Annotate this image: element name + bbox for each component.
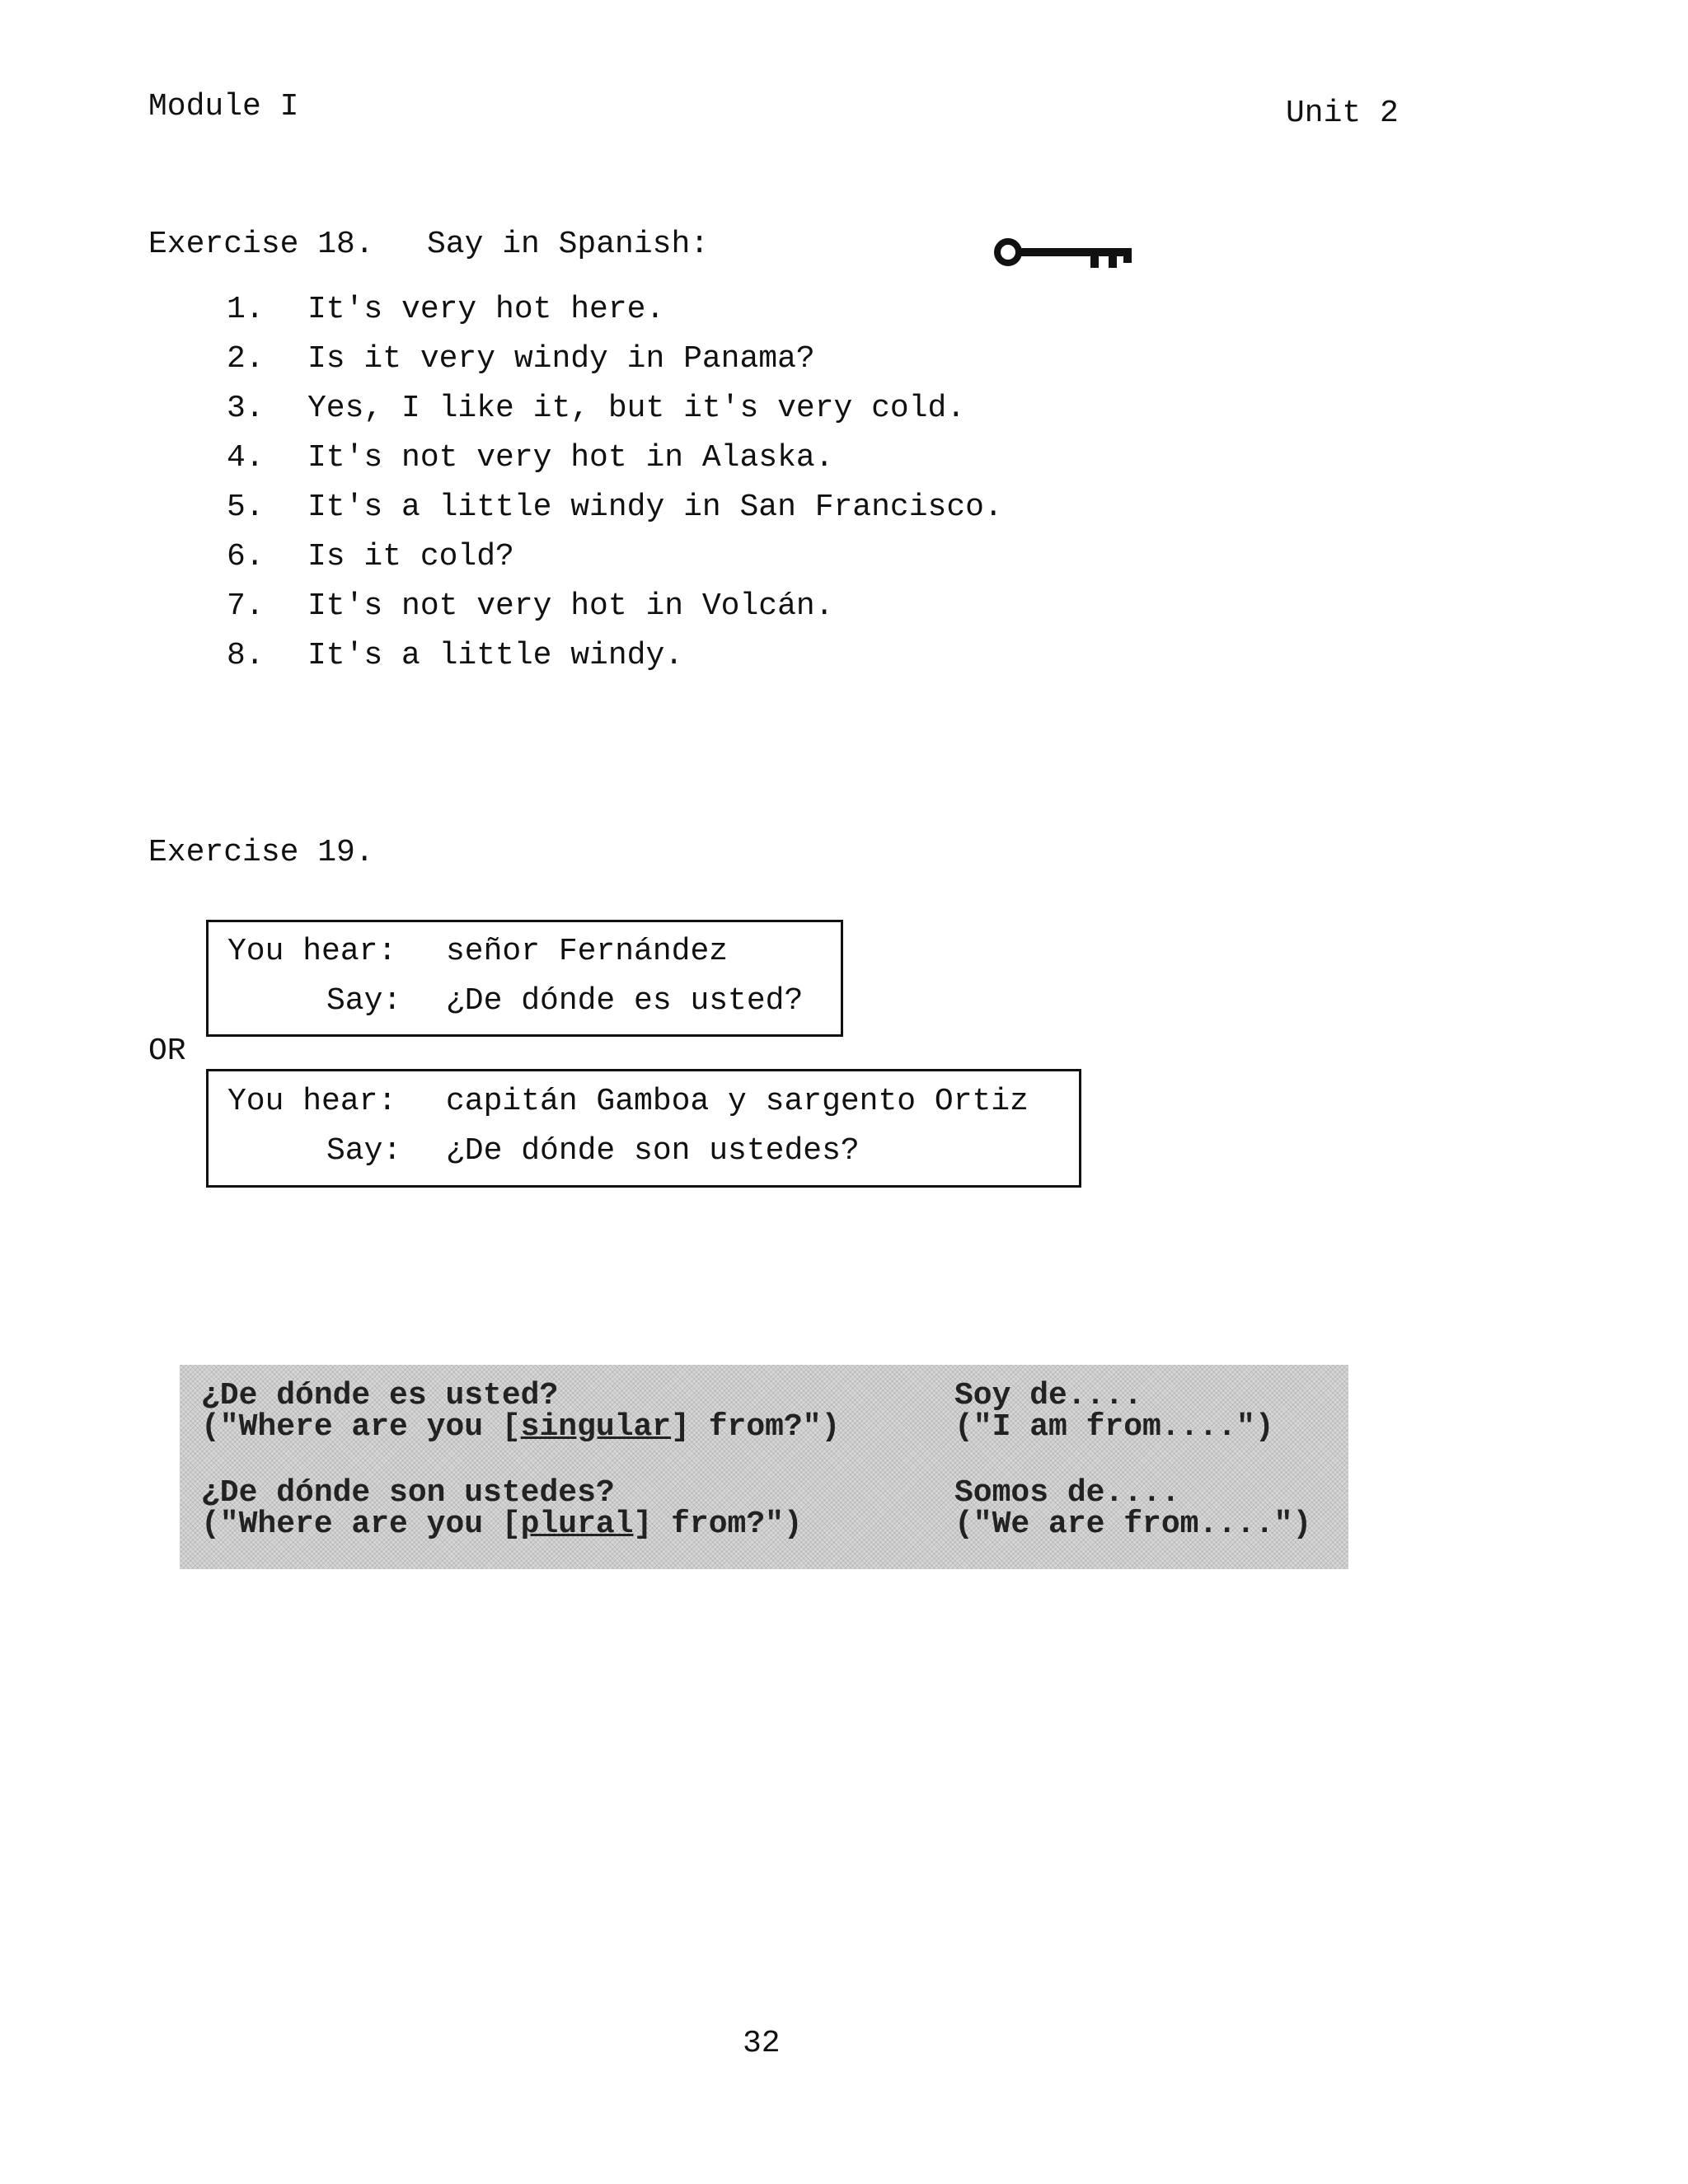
reference-answer-plural: Somos de.... bbox=[954, 1475, 1180, 1511]
example-box-1 bbox=[206, 920, 843, 1037]
reference-gloss-plural: ("Where are you [plural] from?") bbox=[201, 1507, 803, 1542]
reference-answer-singular: Soy de.... bbox=[954, 1378, 1143, 1413]
say-value: ¿De dónde es usted? bbox=[446, 983, 804, 1019]
example-box-2 bbox=[206, 1069, 1081, 1188]
unit-label: Unit 2 bbox=[1286, 96, 1399, 131]
list-item-text: It's a little windy in San Francisco. bbox=[307, 490, 1003, 525]
list-item-number: 2. bbox=[227, 341, 265, 377]
reference-box bbox=[180, 1365, 1348, 1569]
you-hear-label: You hear: bbox=[227, 1084, 397, 1119]
page-number: 32 bbox=[743, 2026, 781, 2061]
list-item-number: 7. bbox=[227, 588, 265, 624]
list-item-number: 8. bbox=[227, 638, 265, 673]
say-label: Say: bbox=[326, 983, 402, 1019]
list-item-number: 1. bbox=[227, 292, 265, 327]
list-item-text: It's very hot here. bbox=[307, 292, 665, 327]
exercise-19-title: Exercise 19. bbox=[148, 835, 374, 870]
you-hear-value: señor Fernández bbox=[446, 934, 729, 969]
say-value: ¿De dónde son ustedes? bbox=[446, 1133, 860, 1169]
you-hear-value: capitán Gamboa y sargento Ortiz bbox=[446, 1084, 1029, 1119]
list-item-number: 3. bbox=[227, 391, 265, 426]
or-label: OR bbox=[148, 1033, 186, 1069]
list-item-text: Is it cold? bbox=[307, 539, 514, 574]
list-item-text: It's a little windy. bbox=[307, 638, 684, 673]
list-item-number: 5. bbox=[227, 490, 265, 525]
list-item-text: It's not very hot in Volcán. bbox=[307, 588, 834, 624]
list-item-text: Is it very windy in Panama? bbox=[307, 341, 815, 377]
exercise-18-prompt: Say in Spanish: bbox=[427, 227, 710, 262]
reference-answer-gloss-singular: ("I am from....") bbox=[954, 1409, 1274, 1445]
say-label: Say: bbox=[326, 1133, 402, 1169]
reference-answer-gloss-plural: ("We are from....") bbox=[954, 1507, 1312, 1542]
list-item-text: It's not very hot in Alaska. bbox=[307, 440, 834, 476]
you-hear-label: You hear: bbox=[227, 934, 397, 969]
list-item-number: 6. bbox=[227, 539, 265, 574]
reference-gloss-singular: ("Where are you [singular] from?") bbox=[201, 1409, 841, 1445]
key-icon bbox=[993, 233, 1133, 271]
exercise-18-title: Exercise 18. bbox=[148, 227, 374, 262]
reference-question-plural: ¿De dónde son ustedes? bbox=[201, 1475, 615, 1511]
list-item-number: 4. bbox=[227, 440, 265, 476]
list-item-text: Yes, I like it, but it's very cold. bbox=[307, 391, 966, 426]
reference-question-singular: ¿De dónde es usted? bbox=[201, 1378, 559, 1413]
module-label: Module I bbox=[148, 89, 299, 124]
